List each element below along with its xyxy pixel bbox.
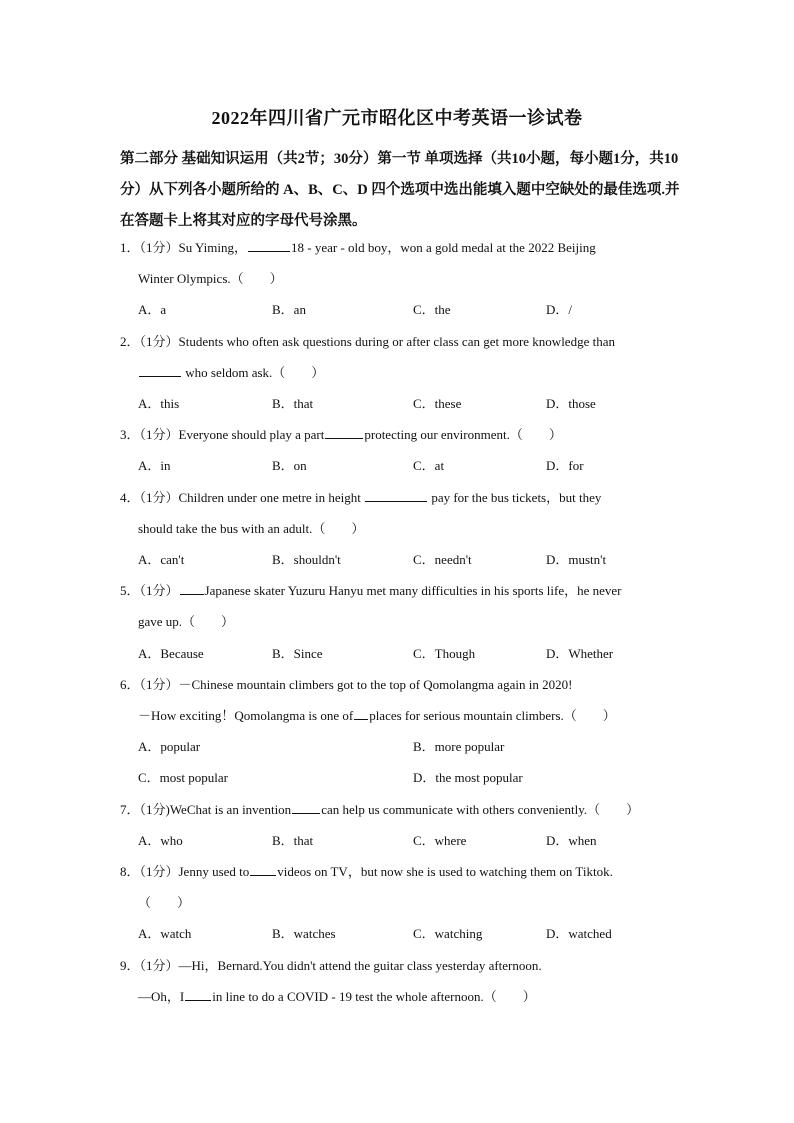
option-b[interactable]: B．that (272, 396, 314, 411)
option-c[interactable]: C．needn't (413, 552, 472, 567)
question-7 (120, 794, 680, 825)
option-a[interactable]: A．who (138, 833, 183, 848)
question-4-line2: should take the bus with an adult.（ ） (138, 521, 365, 536)
option-d[interactable]: D．/ (546, 302, 573, 317)
question-6-text: places for serious mountain climbers.（ ） (369, 708, 616, 723)
answer-blank (354, 707, 368, 720)
option-d[interactable]: D．for (546, 458, 584, 473)
answer-blank (180, 582, 204, 595)
question-4-line1 (120, 482, 680, 513)
question-7-text: can help us communicate with others conveniently.（ ） (321, 802, 640, 817)
question-7-line1 (120, 794, 680, 825)
question-5-options (138, 638, 678, 669)
option-d[interactable]: D．the most popular (413, 770, 523, 785)
option-c[interactable]: C．these (413, 396, 462, 411)
option-c[interactable]: C．watching (413, 926, 483, 941)
question-1-line1 (120, 232, 680, 263)
question-3-options (138, 450, 678, 481)
question-1-text: 18 - year - old boy，won a gold medal at the 2022 Beijing (291, 240, 596, 255)
option-a[interactable]: A．can't (138, 552, 185, 567)
question-8-text: videos on TV，but now she is used to watching them on Tiktok. (277, 864, 613, 879)
question-6-options-row1 (138, 731, 678, 762)
question-5 (120, 575, 680, 637)
question-1-options (138, 294, 678, 325)
answer-blank (185, 988, 211, 1001)
question-6-line2 (120, 700, 680, 731)
option-c[interactable]: C．at (413, 458, 445, 473)
section-heading: 第二部分 基础知识运用（共2节；30分）第一节 单项选择（共10小题，每小题1分，共10分）从下列各小题所给的 A、B、C、D 四个选项中选出能填入题中空缺处的最佳选项.并在答题卡上将其对应的字母代号涂黑。 (120, 151, 680, 229)
option-a[interactable]: A．Because (138, 646, 204, 661)
answer-blank (248, 239, 290, 252)
question-9-line2 (120, 981, 680, 1012)
option-b[interactable]: B．shouldn't (272, 552, 341, 567)
option-a[interactable]: A．a (138, 302, 167, 317)
question-9-line1: 9．（1分）—Hi，Bernard.You didn't attend the guitar class yesterday afternoon. (120, 958, 542, 973)
question-3-prefix: 3．（1分）Everyone should play a part (120, 427, 325, 442)
question-8-line2: （ ） (138, 895, 191, 910)
option-a[interactable]: A．in (138, 458, 171, 473)
question-4-prefix: 4．（1分）Children under one metre in height (120, 490, 361, 505)
question-8-options (138, 918, 678, 949)
question-6-prefix: －How exciting！Qomolangma is one of (138, 708, 354, 723)
question-6-line1: 6．（1分）－Chinese mountain climbers got to the top of Qomolangma again in 2020! (120, 677, 573, 692)
option-d[interactable]: D．mustn't (546, 552, 607, 567)
question-2-options (138, 388, 678, 419)
question-3-text: protecting our environment.（ ） (364, 427, 562, 442)
answer-blank (365, 489, 427, 502)
question-9-text: in line to do a COVID - 19 test the whole afternoon.（ ） (212, 989, 536, 1004)
question-2-line1: 2．（1分）Students who often ask questions during or after class can get more knowledge than (120, 334, 615, 349)
answer-blank (292, 801, 320, 814)
question-1-line2: Winter Olympics.（ ） (138, 271, 283, 286)
option-d[interactable]: D．watched (546, 926, 612, 941)
answer-blank (139, 364, 181, 377)
option-d[interactable]: D．Whether (546, 646, 614, 661)
option-b[interactable]: B．watches (272, 926, 336, 941)
question-2 (120, 326, 680, 388)
option-a[interactable]: A．watch (138, 926, 192, 941)
option-a[interactable]: A．popular (138, 739, 201, 754)
question-4 (120, 482, 680, 544)
question-7-options (138, 825, 678, 856)
question-4-options (138, 544, 678, 575)
option-b[interactable]: B．on (272, 458, 307, 473)
question-8-line1 (120, 856, 680, 887)
question-5-text: Japanese skater Yuzuru Hanyu met many difficulties in his sports life，he never (204, 583, 622, 598)
option-a[interactable]: A．this (138, 396, 180, 411)
question-1-prefix: 1．（1分）Su Yiming， (120, 240, 248, 255)
question-7-prefix: 7．（1分)WeChat is an invention (120, 802, 292, 817)
question-5-prefix: 5．（1分） (120, 583, 179, 598)
option-d[interactable]: D．those (546, 396, 596, 411)
option-c[interactable]: C．most popular (138, 770, 228, 785)
option-b[interactable]: B．an (272, 302, 306, 317)
option-b[interactable]: B．Since (272, 646, 323, 661)
question-1 (120, 232, 680, 294)
question-4-text: pay for the bus tickets，but they (431, 490, 602, 505)
question-5-line1 (120, 575, 680, 606)
option-c[interactable]: C．the (413, 302, 451, 317)
question-8-prefix: 8．（1分）Jenny used to (120, 864, 250, 879)
option-b[interactable]: B．that (272, 833, 314, 848)
question-9-prefix: —Oh，I (138, 989, 185, 1004)
question-2-line2 (120, 357, 680, 388)
option-b[interactable]: B．more popular (413, 739, 505, 754)
option-d[interactable]: D．when (546, 833, 597, 848)
question-3-line1 (120, 419, 680, 450)
question-5-line2: gave up.（ ） (138, 614, 235, 629)
question-8 (120, 856, 680, 918)
question-9 (120, 950, 680, 1012)
page-title: 2022年四川省广元市昭化区中考英语一诊试卷 (211, 108, 583, 128)
answer-blank (325, 426, 363, 439)
answer-blank (250, 863, 276, 876)
question-6-options-row2 (138, 762, 678, 793)
question-3 (120, 419, 680, 450)
question-2-text: who seldom ask.（ ） (185, 365, 325, 380)
option-c[interactable]: C．where (413, 833, 467, 848)
option-c[interactable]: C．Though (413, 646, 476, 661)
question-6 (120, 669, 680, 731)
